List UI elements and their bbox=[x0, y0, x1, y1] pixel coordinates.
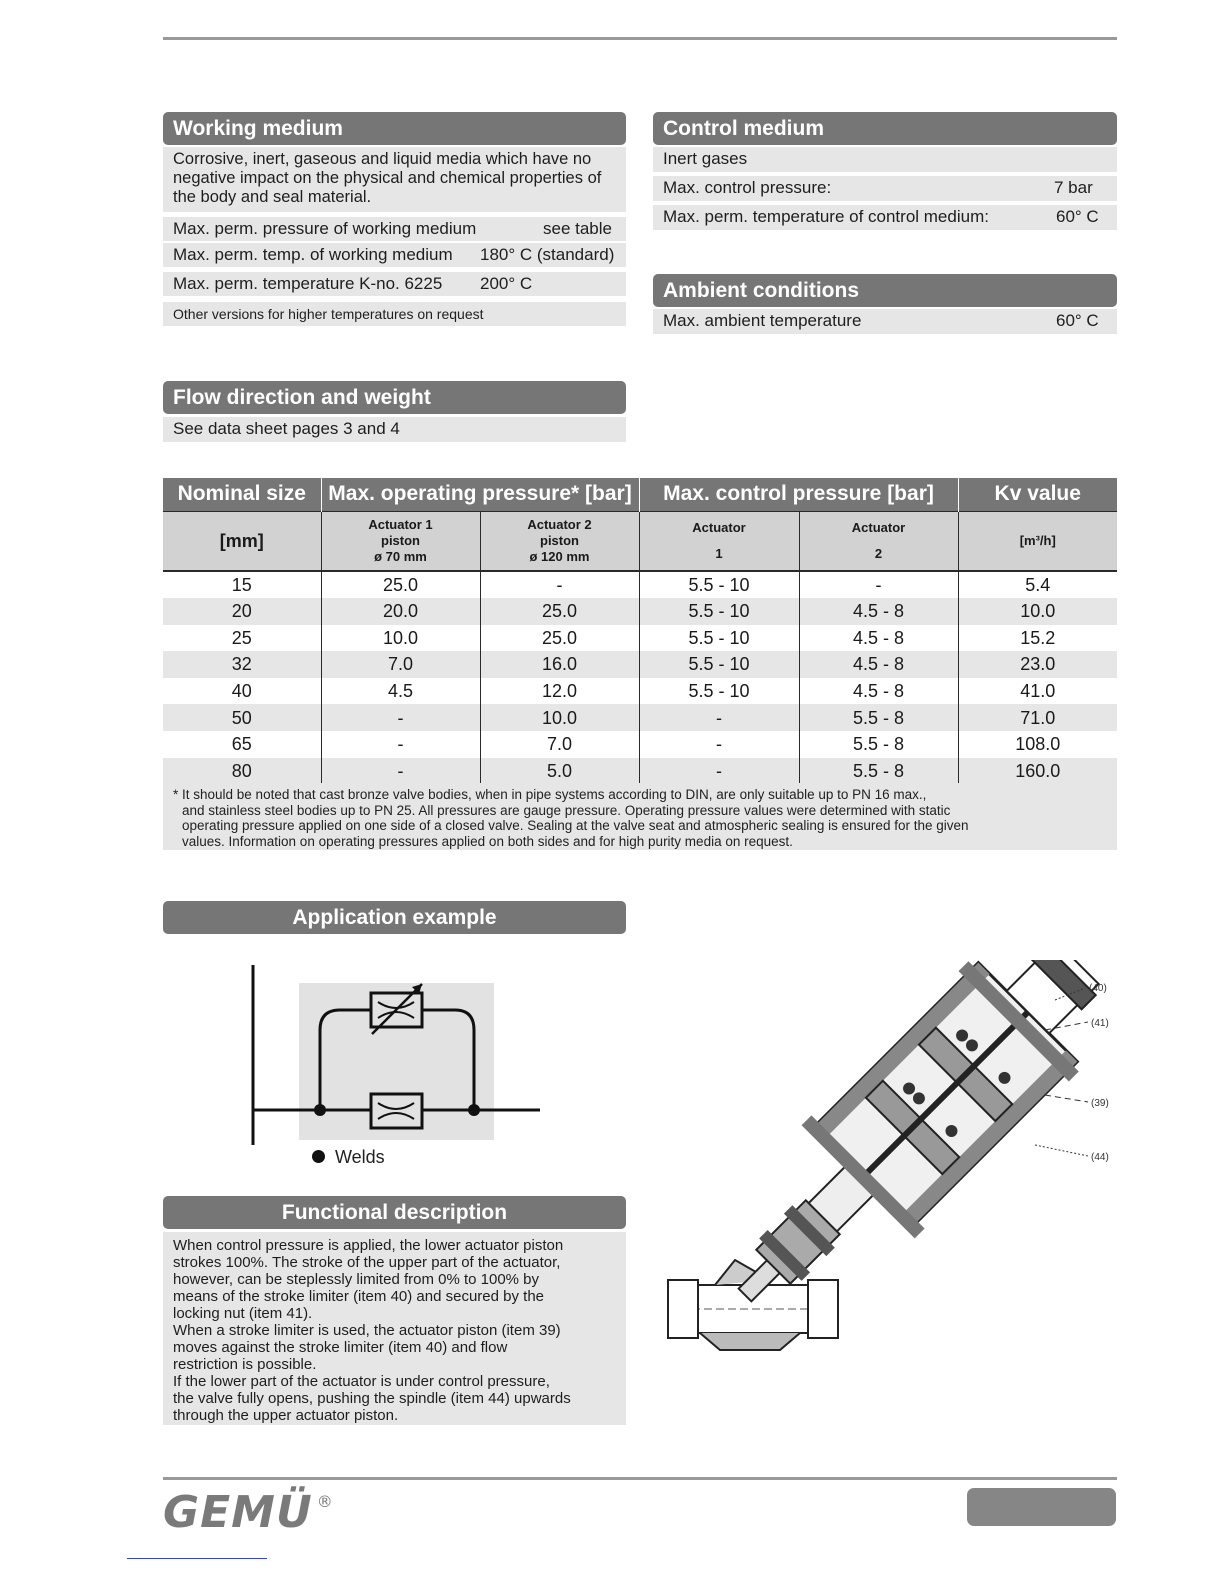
table-row bbox=[163, 678, 1117, 705]
table-cell: 4.5 - 8 bbox=[799, 625, 958, 652]
flow-direction-header: Flow direction and weight bbox=[163, 381, 626, 414]
table-cell: 160.0 bbox=[958, 758, 1117, 785]
table-cell: 23.0 bbox=[958, 651, 1117, 678]
table-cell: 65 bbox=[231, 734, 252, 755]
footnote-line: values. Information on operating pressures applied on both sides and for high purity media on request. bbox=[182, 833, 793, 849]
weld-dot-icon bbox=[312, 1150, 325, 1163]
pressure-table bbox=[163, 478, 1117, 784]
table-cell: 25.0 bbox=[480, 625, 639, 652]
table-row bbox=[163, 651, 1117, 678]
row-value: 7 bar bbox=[1054, 178, 1093, 197]
table-cell: 5.5 - 10 bbox=[639, 625, 799, 652]
ambient-row bbox=[653, 309, 1117, 334]
application-example-header: Application example bbox=[163, 901, 626, 934]
table-cell: 71.0 bbox=[958, 704, 1117, 731]
table-body bbox=[163, 571, 1117, 784]
callout-label: (40) bbox=[1089, 983, 1107, 994]
table-cell: - bbox=[480, 571, 639, 598]
table-cell: - bbox=[639, 731, 799, 758]
table-cell: 20 bbox=[163, 598, 321, 625]
table-row bbox=[163, 731, 1117, 758]
table-cell: 10.0 bbox=[321, 625, 480, 652]
working-medium-header: Working medium bbox=[163, 112, 626, 145]
fixed-restrictor-icon bbox=[371, 1094, 422, 1128]
gemu-logo: GEMÜ ® bbox=[163, 1487, 334, 1538]
table-cell: 25 bbox=[231, 627, 252, 648]
subheader-actuator1-piston: Actuator 1 piston ø 70 mm bbox=[321, 511, 480, 571]
row-value: see table bbox=[543, 219, 612, 238]
header-max-operating-pressure: Max. operating pressure* [bar] bbox=[321, 478, 639, 511]
table-cell: 5.5 - 10 bbox=[639, 571, 799, 598]
table-cell: 12.0 bbox=[480, 678, 639, 705]
row-label: Inert gases bbox=[663, 149, 748, 168]
control-medium-row bbox=[653, 176, 1117, 201]
subheader-actuator1: Actuator 1 bbox=[639, 511, 799, 571]
welds-label: Welds bbox=[335, 1147, 385, 1167]
row-label: Max. ambient temperature bbox=[663, 311, 862, 330]
working-medium-row bbox=[163, 272, 626, 296]
functional-description-text: When control pressure is applied, the lower actuator piston strokes 100%. The stroke of the upper part of the actuator, however, can be steplessly limited from 0% to 100% by means of the stroke limiter (item 40) and secured by the locking nut (item 41). When a stroke limiter is used, the actuator piston (item 39) moves against the stroke limiter (item 40) and flow restriction is possible. If the lower part of the actuator is under control pressure, the valve fully opens, pushing the spindle (item 44) upwards through the upper actuator piston. bbox=[163, 1232, 626, 1425]
control-medium-header: Control medium bbox=[653, 112, 1117, 145]
row-label: Max. control pressure: bbox=[663, 178, 832, 197]
table-cell: - bbox=[639, 758, 799, 785]
header-nominal-size: Nominal size bbox=[163, 478, 321, 511]
table-cell: 5.5 - 10 bbox=[639, 598, 799, 625]
table-header-row bbox=[163, 478, 1117, 511]
table-cell: 15 bbox=[231, 575, 252, 595]
control-medium-row bbox=[653, 147, 1117, 172]
table-cell: 108.0 bbox=[958, 731, 1117, 758]
footnote-line: and stainless steel bodies up to PN 25. All pressures are gauge pressure. Operating pressure values were determined with static bbox=[182, 802, 951, 818]
table-cell: - bbox=[799, 571, 958, 598]
weld-dot bbox=[468, 1104, 480, 1116]
table-cell: 10.0 bbox=[480, 704, 639, 731]
table-cell: 5.5 - 8 bbox=[799, 731, 958, 758]
table-cell: 4.5 - 8 bbox=[799, 678, 958, 705]
table-row bbox=[163, 571, 1117, 598]
table-cell: 5.5 - 10 bbox=[639, 651, 799, 678]
callout-label: (41) bbox=[1091, 1018, 1109, 1029]
subheader-actuator2-piston: Actuator 2 piston ø 120 mm bbox=[480, 511, 639, 571]
table-cell: - bbox=[639, 704, 799, 731]
row-label: Max. perm. pressure of working medium bbox=[173, 219, 477, 238]
subheader-mm: [mm] bbox=[163, 511, 321, 571]
table-cell: 5.4 bbox=[958, 571, 1117, 598]
table-row bbox=[163, 704, 1117, 731]
table-cell: 7.0 bbox=[321, 651, 480, 678]
bottom-rule bbox=[163, 1477, 1117, 1480]
table-cell: 10.0 bbox=[958, 598, 1117, 625]
application-schematic bbox=[240, 960, 550, 1150]
table-cell: 80 bbox=[163, 758, 321, 785]
table-subheader-row bbox=[163, 511, 1117, 571]
link-underline bbox=[127, 1558, 267, 1559]
table-cell: 5.5 - 10 bbox=[639, 678, 799, 705]
table-cell: 20.0 bbox=[321, 598, 480, 625]
footnote-line: * It should be noted that cast bronze valve bodies, when in pipe systems according to DIN, are only suitable up to PN 16 max., bbox=[173, 787, 927, 802]
table-cell: 4.5 - 8 bbox=[799, 598, 958, 625]
working-medium-row bbox=[163, 243, 626, 267]
subheader-kv-unit: [m³/h] bbox=[958, 511, 1117, 571]
table-cell: 32 bbox=[163, 651, 321, 678]
table-cell: 5.5 - 8 bbox=[799, 704, 958, 731]
table-cell: 25.0 bbox=[480, 598, 639, 625]
ambient-conditions-header: Ambient conditions bbox=[653, 274, 1117, 307]
table-cell: 15.2 bbox=[958, 625, 1117, 652]
row-label: Max. perm. temp. of working medium bbox=[173, 245, 453, 264]
callout-label: (39) bbox=[1091, 1098, 1109, 1109]
working-medium-description: Corrosive, inert, gaseous and liquid media which have no negative impact on the physical and chemical properties of the body and seal material. bbox=[163, 147, 626, 212]
row-value: 200° C bbox=[480, 274, 533, 293]
table-cell: 40 bbox=[231, 681, 252, 702]
table-cell: 41.0 bbox=[958, 678, 1117, 705]
functional-description-header: Functional description bbox=[163, 1196, 626, 1229]
table-cell: 4.5 - 8 bbox=[799, 651, 958, 678]
working-medium-note: Other versions for higher temperatures on request bbox=[163, 302, 626, 326]
table-row bbox=[163, 625, 1117, 652]
table-cell: 7.0 bbox=[480, 731, 639, 758]
table-cell: - bbox=[321, 758, 480, 785]
valve-sectional-drawing bbox=[660, 960, 1120, 1380]
row-label: Max. perm. temperature of control medium: bbox=[663, 207, 989, 226]
footnote-line: operating pressure applied on one side of a closed valve. Sealing at the valve seat and atmospheric sealing is ensured for the given bbox=[182, 818, 969, 833]
table-cell: 5.0 bbox=[480, 758, 639, 785]
table-row bbox=[163, 598, 1117, 625]
top-rule bbox=[163, 37, 1117, 40]
row-value: 60° C bbox=[1056, 311, 1099, 330]
header-max-control-pressure: Max. control pressure [bar] bbox=[639, 478, 958, 511]
callout-label: (44) bbox=[1091, 1152, 1109, 1163]
control-medium-row bbox=[653, 205, 1117, 230]
table-cell: 50 bbox=[163, 704, 321, 731]
table-cell: - bbox=[321, 704, 480, 731]
row-value: 180° C (standard) bbox=[480, 245, 615, 264]
weld-dot bbox=[314, 1104, 326, 1116]
table-cell: 4.5 bbox=[321, 678, 480, 705]
table-cell: - bbox=[321, 731, 480, 758]
table-cell: 25.0 bbox=[321, 571, 480, 598]
working-medium-row bbox=[163, 217, 626, 241]
subheader-actuator2: Actuator 2 bbox=[799, 511, 958, 571]
flow-direction-row: See data sheet pages 3 and 4 bbox=[163, 417, 626, 442]
welds-legend bbox=[312, 1147, 385, 1168]
table-cell: 5.5 - 8 bbox=[799, 758, 958, 785]
row-value: 60° C bbox=[1056, 207, 1099, 226]
header-kv-value: Kv value bbox=[958, 478, 1117, 511]
table-footnote bbox=[163, 783, 1117, 850]
table-cell: 16.0 bbox=[480, 651, 639, 678]
row-label: Max. perm. temperature K-no. 6225 bbox=[173, 274, 443, 293]
page-number-box bbox=[967, 1488, 1116, 1526]
table-row bbox=[163, 758, 1117, 785]
